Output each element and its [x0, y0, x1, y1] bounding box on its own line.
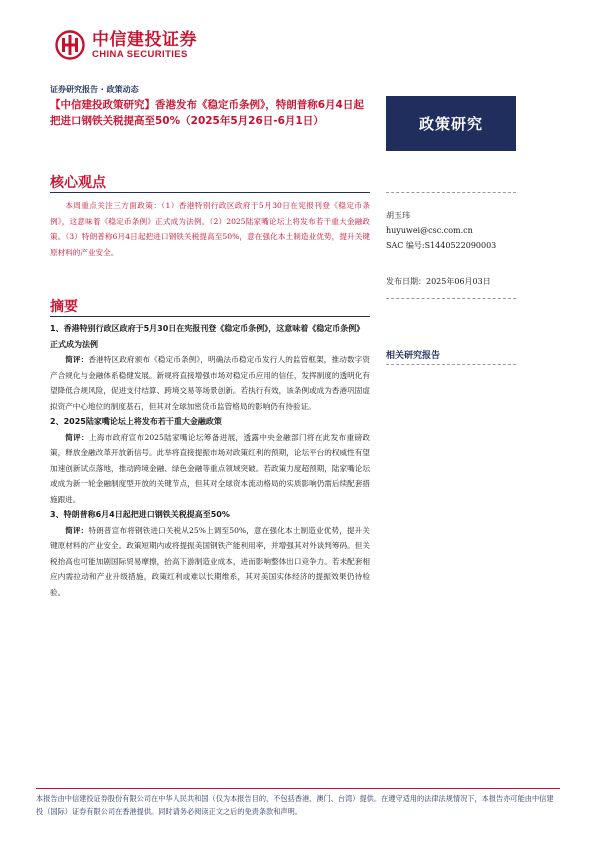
summary-item — [50, 414, 370, 507]
analyst-name: 胡玉玮 — [386, 211, 410, 220]
brand-name-cn: 中信建投证券 — [92, 29, 197, 50]
summary-item-lead: 简评： — [65, 355, 89, 364]
analyst-email[interactable]: huyuwei@csc.com.cn — [386, 226, 473, 235]
summary-item-text: 香港特区政府颁布《稳定币条例》，明确法币稳定币发行人的监管框架，推动数字资产合规化与金融体系稳健发展。新规将直接增强市场对稳定币应用的信任，发挥制度的透明化有望降低合规风险，促进支付结算、跨境交易等场景创新。若执行有效，该条例或成为香港巩固虚拟资产中心地位的制度基石，但其对全球加密货币监管格局的影响仍有待验证。 — [50, 355, 370, 411]
summary-item-title: 3、特朗普称6月4日起把进口钢铁关税提高至50% — [50, 510, 230, 519]
core-view-text: 本周重点关注三方面政策：（1）香港特别行政区政府于5月30日在宪报刊登《稳定币条例》，这意味着《稳定币条例》正式成为法例。（2）2025陆家嘴论坛上将发布若干重大金融政策。（3）特朗普称6月4日起把进口钢铁关税提高至50%，意在强化本土制造业优势，提升关键原材料的产业安全。 — [50, 201, 370, 257]
summary-item-text: 特朗普宣布将钢铁进口关税从25%上调至50%，意在强化本土制造业优势，提升关键原材料的产业安全。政策短期内或将提振美国钢铁产能利用率，并增强其对外谈判筹码。但关税抬高也可能加剧国际贸易摩擦，抬高下游制造业成本，进而影响整体出口竞争力。若未配套相应内需拉动和产业升级措施，政策红利或难以长期维系，其对美国实体经济的提振效果仍待检验。 — [50, 525, 371, 597]
summary-item-title: 2、2025陆家嘴论坛上将发布若干重大金融政策 — [50, 417, 222, 426]
summary-item-body — [50, 523, 370, 601]
analyst-sac: SAC 编号:S1440522090003 — [386, 241, 497, 250]
brand-name-en: CHINA SECURITIES — [92, 48, 188, 60]
summary-heading: 摘要 — [50, 299, 78, 315]
report-title: 【中信建投政策研究】香港发布《稳定币条例》，特朗普称6月4日起把进口钢铁关税提高至50%（2025年5月26日-6月1日） — [50, 99, 364, 127]
summary-item-lead: 简评： — [65, 525, 89, 535]
summary-item-body — [50, 352, 370, 414]
summary-item-lead: 简评： — [65, 432, 89, 442]
sidebar-rule-related — [386, 364, 516, 365]
publish-date-value: 2025年06月03日 — [426, 277, 491, 286]
summary-item-body — [50, 430, 370, 508]
publish-date-label: 发布日期： — [386, 277, 426, 286]
summary-list — [50, 321, 370, 600]
analyst-block — [386, 208, 496, 253]
summary-item-text: 上海市政府宣布2025陆家嘴论坛筹备进展，透露中央金融部门将在此发布重磅政策，释放金融改革开放新信号。此举将直接提振市场对政策红利的预期，论坛平台的权威性有望加速创新试点落地，推动跨境金融、绿色金融等重点领域突破。若政策力度超预期，陆家嘴论坛或成为新一轮金融制度型开放的关键节点，但其对全球资本流动格局的实质影响仍需后续配套措施跟进。 — [50, 432, 370, 504]
publish-date — [386, 276, 491, 287]
summary-rule — [50, 316, 370, 317]
report-kicker: 证券研究报告 · 政策动态 — [50, 85, 139, 94]
summary-item-title: 1、香港特别行政区政府于5月30日在宪报刊登《稳定币条例》，这意味着《稳定币条例》正式成为法例 — [50, 324, 365, 349]
summary-item — [50, 321, 370, 414]
sidebar-rule-top — [386, 192, 516, 193]
core-view-heading: 核心观点 — [50, 175, 106, 191]
category-banner: 政策研究 — [386, 96, 516, 151]
footer-rule — [36, 788, 560, 789]
core-view-rule — [50, 192, 370, 193]
disclaimer-text: 本报告由中信建投证券股份有限公司在中华人民共和国（仅为本报告目的，不包括香港、澳门、台湾）提供。在遵守适用的法律法规情况下，本报告亦可能由中信建投（国际）证券有限公司在香港提供。同时请务必阅读正文之后的免责条款和声明。 — [36, 794, 554, 816]
company-logo — [55, 30, 197, 60]
summary-item — [50, 507, 370, 600]
related-reports-heading: 相关研究报告 — [386, 351, 441, 361]
sidebar-rule-mid — [386, 298, 516, 299]
citic-logo-icon — [55, 30, 85, 60]
